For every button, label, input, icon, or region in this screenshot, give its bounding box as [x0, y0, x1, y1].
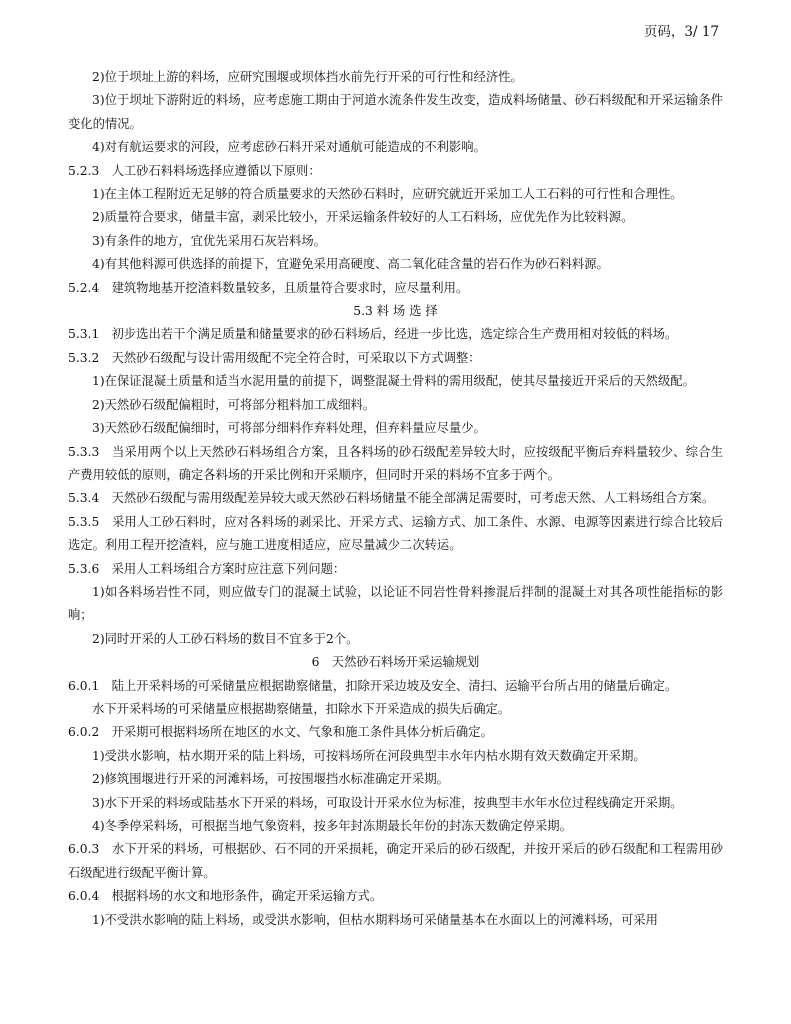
list-item: 1)在主体工程附近无足够的符合质量要求的天然砂石料时，应研究就近开采加工人工石料的可行性和合理性。: [92, 187, 683, 202]
section-heading: 6 天然砂石料场开采运输规划: [311, 655, 480, 670]
clause-paragraph: 6.0.4 根据料场的水文和地形条件，确定开采运输方式。: [68, 889, 383, 904]
list-item: 2)质量符合要求，储量丰富，剥采比较小，开采运输条件较好的人工石料场，应优先作为比较料源。: [92, 210, 634, 225]
list-item: 3)水下开采的料场或陆基水下开采的料场，可取设计开采水位为标准，按典型丰水年水位过程线确定开采期。: [92, 795, 683, 810]
list-item: 3)天然砂石级配偏细时，可将部分细料作弃料处理，但弃料量应尽量少。: [92, 421, 486, 436]
list-item: 1)如各料场岩性不同，则应做专门的混凝土试验，以论证不同岩性骨料掺混后拌制的混凝土对其各项性能指标的影响；: [68, 584, 723, 623]
section-heading: 5.3 料 场 选 择: [353, 304, 438, 319]
clause-paragraph: 5.3.1 初步选出若干个满足质量和储量要求的砂石料场后，经进一步比选，选定综合生产费用相对较低的料场。: [68, 327, 678, 342]
clause-paragraph: 5.2.4 建筑物地基开挖渣料数量较多，且质量符合要求时，应尽量利用。: [68, 280, 469, 295]
list-item: 1)在保证混凝土质量和适当水泥用量的前提下，调整混凝土骨料的需用级配，使其尽量接近开采后的天然级配。: [92, 374, 695, 389]
list-item: 4)对有航运要求的河段，应考虑砂石料开采对通航可能造成的不利影响。: [92, 140, 486, 155]
clause-paragraph: 6.0.2 开采期可根据料场所在地区的水文、气象和施工条件具体分析后确定。: [68, 725, 493, 740]
list-item: 2)同时开采的人工砂石料场的数目不宜多于2个。: [92, 631, 359, 646]
clause-paragraph: 5.3.3 当采用两个以上天然砂石料场组合方案，且各料场的砂石级配差异较大时，应按级配平衡后弃料量较少、综合生产费用较低的原则，确定各料场的开采比例和开采顺序，但同时开采的料场不宜多于两个。: [68, 444, 723, 482]
clause-paragraph: 5.3.5 采用人工砂石料时，应对各料场的剥采比、开采方式、运输方式、加工条件、水源、电源等因素进行综合比较后选定。利用工程开挖渣料，应与施工进度相适应，应尽量减少二次转运。: [68, 514, 723, 553]
list-item: 2)位于坝址上游的料场，应研究围堰或坝体挡水前先行开采的可行性和经济性。: [92, 70, 523, 84]
clause-paragraph: 6.0.3 水下开采的料场，可根据砂、石不同的开采损耗，确定开采后的砂石级配，并按开采后的砂石级配和工程需用砂石级配进行级配平衡计算。: [68, 842, 723, 880]
list-item: 4)冬季停采料场，可根据当地气象资料，按多年封冻期最长年份的封冻天数确定停采期。: [92, 819, 572, 833]
list-item: 3)位于坝址下游附近的料场，应考虑施工期由于河道水流条件发生改变，造成料场储量、砂石料级配和开采运输条件变化的情况。: [68, 93, 723, 131]
clause-paragraph: 5.2.3 人工砂石料料场选择应遵循以下原则：: [68, 163, 321, 178]
document-body: [68, 66, 723, 932]
list-item: 2)天然砂石级配偏粗时，可将部分粗料加工成细料。: [92, 397, 376, 412]
page-number: 页码，3/ 17: [643, 24, 719, 40]
list-item: 4)有其他料源可供选择的前提下，宜避免采用高硬度、高二氧化硅含量的岩石作为砂石料料源。: [92, 257, 609, 272]
clause-paragraph: 5.3.4 天然砂石级配与需用级配差异较大或天然砂石料场储量不能全部满足需要时，可考虑天然、人工料场组合方案。: [68, 491, 715, 506]
list-item: 水下开采料场的可采储量应根据勘察储量，扣除水下开采造成的损失后确定。: [92, 701, 511, 716]
clause-paragraph: 6.0.1 陆上开采料场的可采储量应根据勘察储量，扣除开采边坡及安全、清扫、运输平台所占用的储量后确定。: [68, 678, 678, 693]
clause-paragraph: 5.3.2 天然砂石级配与设计需用级配不完全符合时，可采取以下方式调整：: [68, 350, 481, 365]
list-item: 1)受洪水影响，枯水期开采的陆上料场，可按料场所在河段典型丰水年内枯水期有效天数确定开采期。: [92, 748, 646, 763]
list-item: 1)不受洪水影响的陆上料场，或受洪水影响，但枯水期料场可采储量基本在水面以上的河滩料场，可采用: [92, 912, 658, 927]
list-item: 3)有条件的地方，宜优先采用石灰岩料场。: [92, 233, 326, 248]
list-item: 2)修筑围堰进行开采的河滩料场，可按围堰挡水标准确定开采期。: [92, 772, 449, 787]
clause-paragraph: 5.3.6 采用人工料场组合方案时应注意下列问题：: [68, 561, 346, 576]
